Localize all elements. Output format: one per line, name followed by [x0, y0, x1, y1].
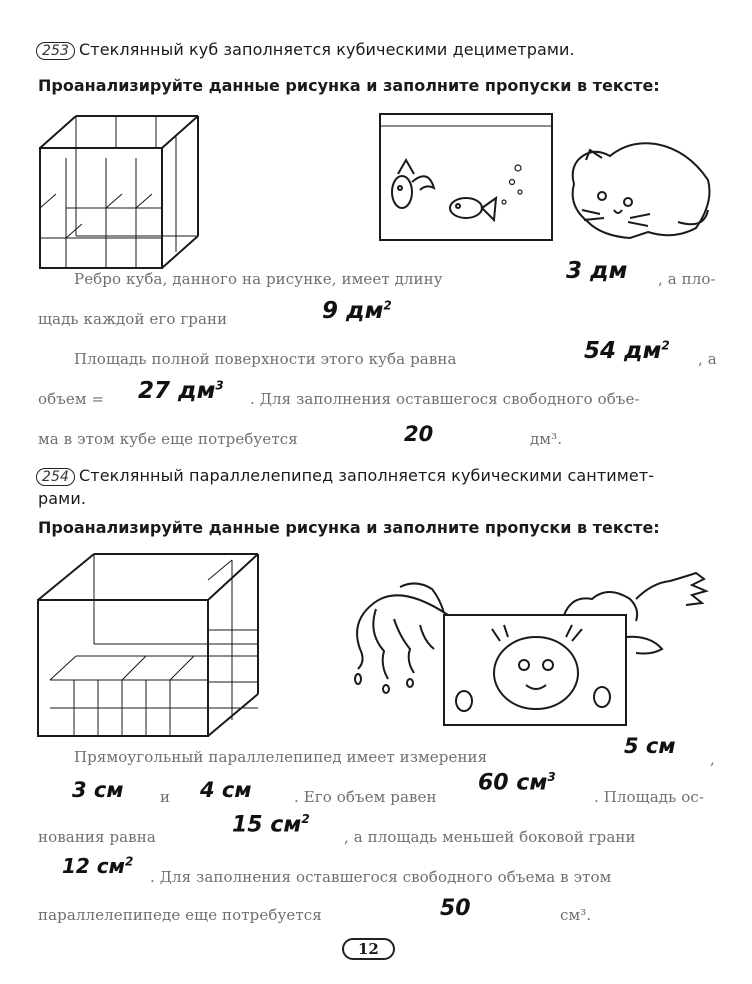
task2-line5-text: параллелепипеде еще потребуется	[38, 906, 322, 924]
task2-line4-answer	[62, 854, 133, 878]
task2-heading	[36, 466, 654, 486]
task2-line1-tail: ,	[710, 750, 715, 768]
task2-line2-text: . Его объем равен	[294, 788, 437, 806]
task2-line2-c-value: 60 см	[478, 770, 548, 796]
task1-heading-text: Стеклянный куб заполняется кубическими дециметрами.	[79, 40, 575, 59]
parallelepiped-figure	[36, 550, 266, 740]
task2-line2-c-exp: 3	[547, 770, 556, 784]
task2-number: 254	[36, 468, 75, 486]
task1-line3-text: Площадь полной поверхности этого куба равна	[74, 350, 457, 368]
task1-heading	[36, 40, 575, 60]
task1-line5-answer: 20	[404, 422, 434, 446]
task1-line5-tail: дм³.	[530, 430, 563, 448]
task2-line4-tail: . Для заполнения оставшегося свободного объема в этом	[150, 868, 612, 886]
task2-line4-exp: 2	[125, 854, 134, 869]
task2-line4-value: 12 см	[62, 854, 125, 878]
task2-heading-line2: рами.	[38, 489, 87, 508]
task1-instruction: Проанализируйте данные рисунка и заполните пропуски в тексте:	[38, 76, 660, 95]
task1-line4-text: объем =	[38, 390, 105, 408]
task1-line4-tail: . Для заполнения оставшегося свободного объе-	[250, 390, 640, 408]
task2-line3-value: 15 см	[232, 812, 302, 838]
task1-line2-exp: 2	[383, 298, 392, 313]
task2-line2-answer-b: 4 см	[200, 778, 252, 802]
cube-figure	[36, 112, 206, 272]
aquarium-splash-cat-illustration	[340, 565, 720, 735]
task2-line2-answer-c	[478, 770, 556, 795]
task2-line3-text: нования равна	[38, 828, 156, 846]
task1-line2-value: 9 дм	[322, 298, 384, 324]
task2-heading-text: Стеклянный параллелепипед заполняется кубическими сантимет-	[79, 466, 655, 485]
task1-number: 253	[36, 42, 75, 60]
task2-line2-answer-a: 3 см	[72, 778, 124, 802]
task1-line4-value: 27 дм	[138, 378, 216, 404]
task2-line5-tail: см³.	[560, 906, 592, 924]
task1-line3-tail: , а	[698, 350, 717, 368]
task1-line1-answer: 3 дм	[566, 258, 628, 284]
task1-line1-tail: , а пло-	[658, 270, 716, 288]
task1-line5-text: ма в этом кубе еще потребуется	[38, 430, 298, 448]
task2-line2-tail: . Площадь ос-	[594, 788, 705, 806]
aquarium-cat-illustration	[378, 110, 718, 250]
task1-line3-exp: 2	[661, 338, 670, 353]
task1-line4-answer	[138, 378, 224, 404]
page-number: 12	[342, 938, 395, 960]
task1-line2-answer	[322, 298, 392, 324]
task2-line5-answer: 50	[440, 896, 471, 921]
task2-line1-answer: 5 см	[624, 734, 676, 758]
task1-line4-exp: 3	[215, 378, 224, 393]
task2-instruction: Проанализируйте данные рисунка и заполните пропуски в тексте:	[38, 518, 660, 537]
task2-line2-and: и	[160, 788, 171, 806]
task1-line3-value: 54 дм	[584, 338, 662, 364]
task2-line1-text: Прямоугольный параллелепипед имеет измерения	[74, 748, 488, 766]
task2-line3-answer	[232, 812, 310, 837]
task2-line3-tail: , а площадь меньшей боковой грани	[344, 828, 636, 846]
task1-line3-answer	[584, 338, 670, 364]
task1-line2-text: щадь каждой его грани	[38, 310, 228, 328]
task2-line3-exp: 2	[301, 812, 310, 826]
task1-line1-text: Ребро куба, данного на рисунке, имеет длину	[74, 270, 443, 288]
